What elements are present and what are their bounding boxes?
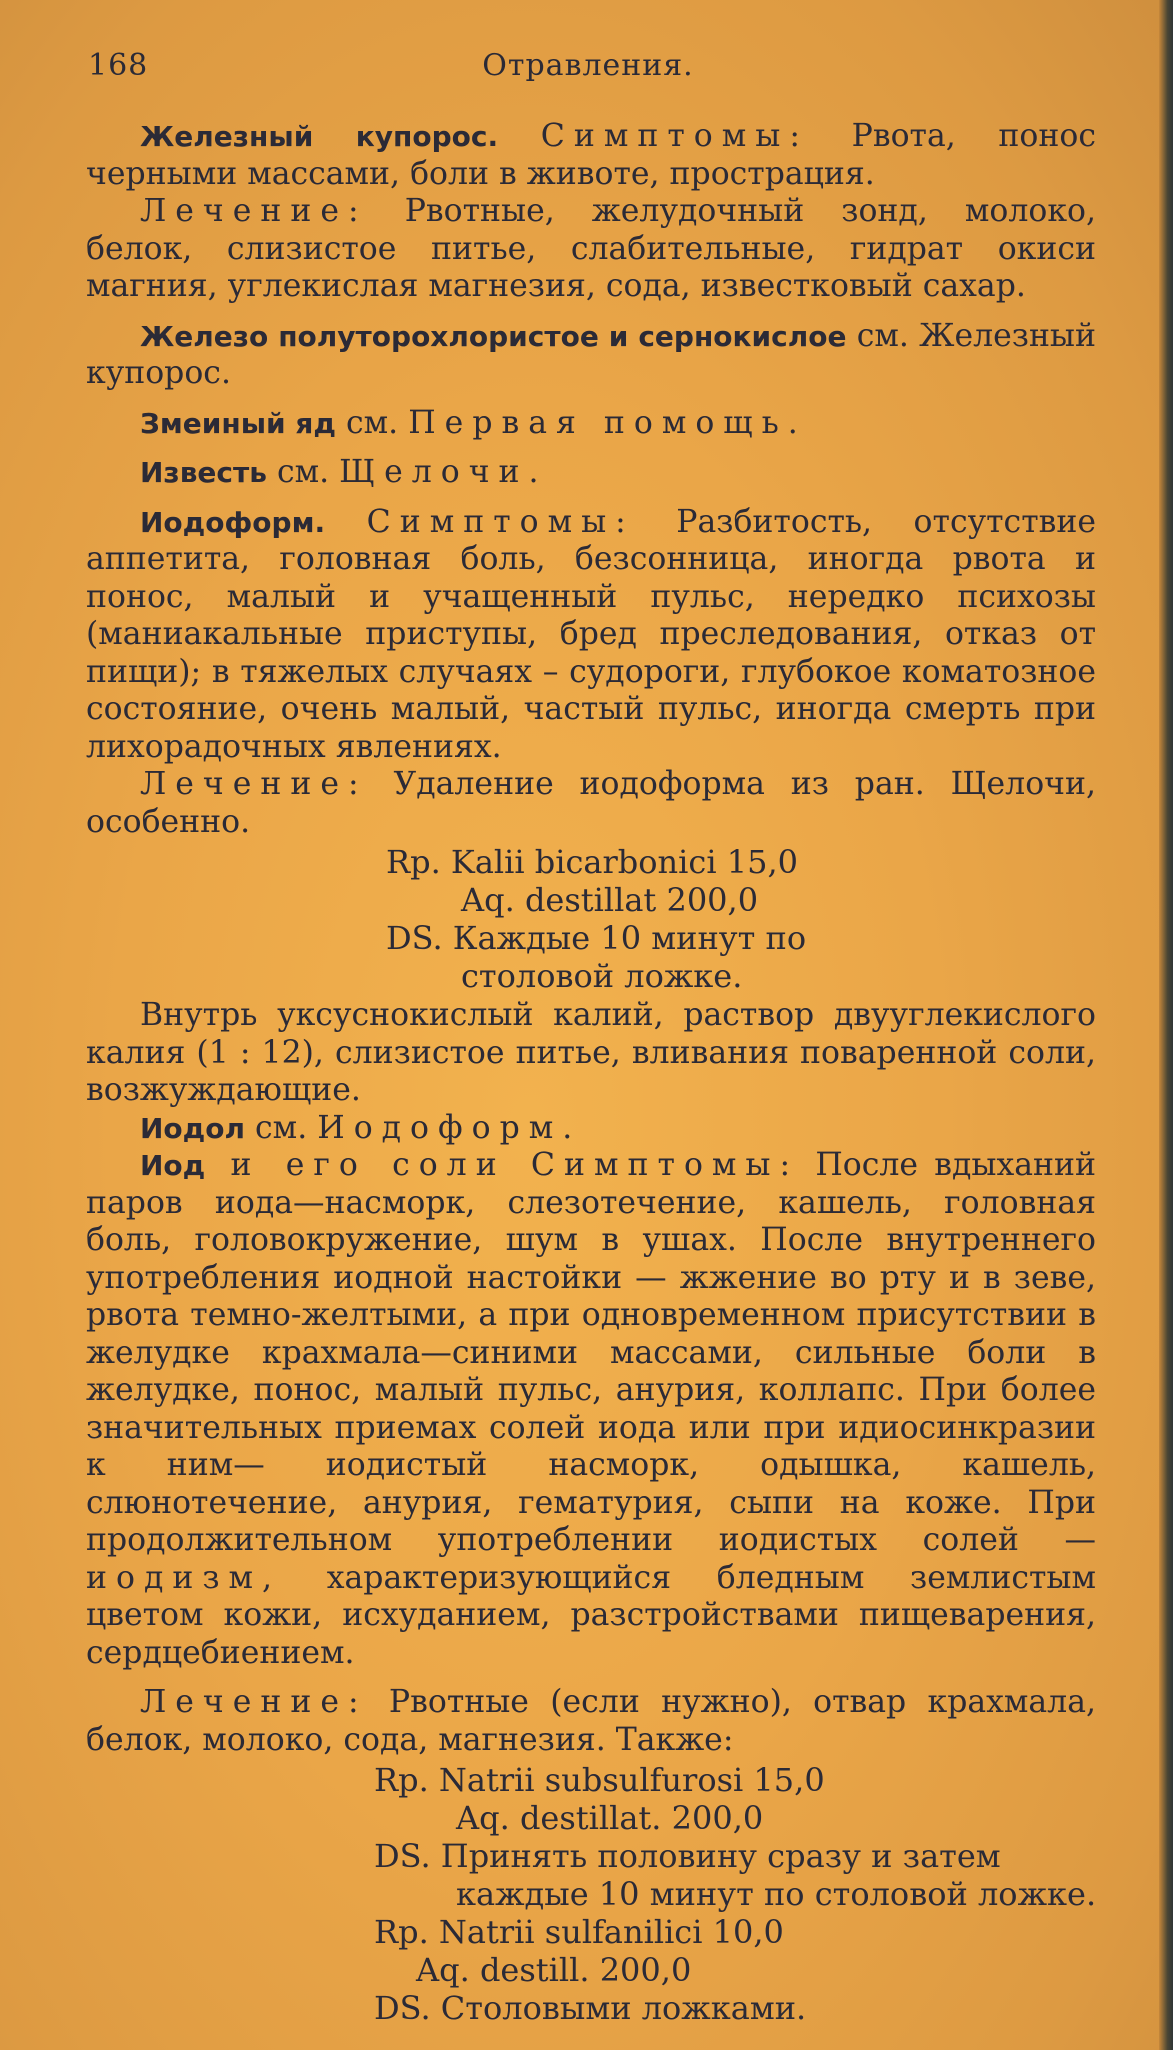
entry-term: Известь [140,456,267,489]
running-title: Отравления. [482,48,694,83]
rx-line: Aq. destill. 200,0 [416,1951,692,1989]
entry-term: Иодол [140,1111,246,1145]
entry-iodol [86,1110,1096,1148]
entry-iodine-symptoms [86,1147,1096,1672]
entry-text: Рвотные (если нужно), отвар крахмала, белок, молоко, сода, магнезия. Также: [86,1684,1096,1758]
rx-line: Aq. destillat. 200,0 [456,1799,764,1837]
page-header [88,48,1088,98]
entry-term: Иод [140,1149,206,1182]
entry-lime [86,454,1096,492]
cross-reference: Иодоформ. [317,1109,582,1146]
entry-text: см. [245,1109,318,1146]
entry-term: Змеиный яд [140,406,337,440]
entry-text: После вдыханий паров иода—насморк, слезотечение, кашель, головная боль, головокружение, шум в ушах. После внутреннего употребления иодной настойки — жжение во рту и в зеве, рвота темно-желтыми, а при одновременном присутствии в желудке крахмала—синими массами, сильные боли в желудке, понос, малый пульс, анурия, коллапс. При более значительных приемах солей иода или при идиосинкразии к ним— иодистый насморк, одышка, кашель, слюнотечение, анурия, гематурия, сыпи на коже. При продолжительном употреблении иодистых солей — [86,1147,1096,1558]
entry-text: см. [336,404,409,441]
rx-line: Rp. Kalii bicarbonici 15,0 [386,843,798,881]
rx-line: DS. Каждые 10 минут по [386,919,807,957]
entry-term: Иодоформ. [140,505,326,539]
entry-iodine-treatment [86,1684,1096,1759]
entry-iron-chloride [86,318,1096,393]
section-label: Лечение: [140,1684,368,1720]
rx-line: каждые 10 минут по столовой ложке. [456,1875,1097,1913]
rx-line: Rp. Natrii sulfanilici 10,0 [374,1913,784,1951]
section-label: Лечение: [140,766,368,802]
entry-iron-sulfate-treatment [86,193,1096,306]
entry-term: Железный купорос. [140,120,499,153]
entry-text: Рвотные, желудочный зонд, молоко, белок, слизистое питье, слабительные, гидрат окиси магния, углекислая магнезия, сода, известковый сахар. [86,193,1096,304]
entry-iodoform-internal [86,997,1096,1110]
entry-snake-venom [86,405,1096,443]
page-edge-shadow [1159,0,1173,2050]
entry-iron-sulfate-symptoms [86,118,1096,193]
rx-line: Aq. destillat 200,0 [461,881,759,919]
entry-iodoform-treatment [86,766,1096,841]
entry-term: Железо полуторохлористое и сернокислое [140,319,847,353]
rx-line: DS. Принять половину сразу и затем [374,1837,1001,1875]
entry-iodoform-symptoms [86,504,1096,767]
section-label: Симптомы: [540,118,809,154]
entry-text: Рвота, понос черными массами, боли в животе, прострация. [86,118,1096,192]
entry-text: Удаление иодоформа из ран. Щелочи, особенно. [86,766,1096,840]
entry-text: Разбитость, отсутствие аппетита, головная боль, безсонница, иногда рвота и понос, малый и учащенный пульс, нередко психозы (маниакальные приступы, бред преследования, отказ от пищи); в тяжелых случаях – судороги, глубокое коматозное состояние, очень малый, частый пульс, иногда смерть при лихорадочных явлениях. [86,503,1096,765]
entry-text: см. [266,454,340,490]
entry-text: характеризующийся бледным землистым цветом кожи, исхуданием, разстройствами пищеварения, сердцебиением. [86,1559,1096,1671]
term-iodism: иодизм, [86,1559,282,1596]
page-number: 168 [88,48,149,83]
entry-text: см. Железный купорос. [86,317,1097,391]
section-label: Симптомы: [366,503,635,540]
page-text [86,118,1096,2029]
prescription-1 [86,843,1096,995]
rx-line: Rp. Natrii subsulfurosi 15,0 [374,1761,825,1799]
cross-reference: Первая помощь. [408,404,807,441]
prescription-2 [86,1761,1096,2027]
entry-text: Внутрь уксуснокислый калий, раствор двууглекислого калия (1 : 12), слизистое питье, вливания поваренной соли, возжуждающие. [86,997,1096,1108]
section-label: Симптомы: [530,1147,800,1183]
section-label: Лечение: [140,193,368,229]
cross-reference: Щелочи. [339,454,548,490]
rx-line: DS. Столовыми ложками. [374,1989,807,2027]
entry-text: и его соли [205,1147,531,1183]
rx-line: столовой ложке. [461,957,743,995]
